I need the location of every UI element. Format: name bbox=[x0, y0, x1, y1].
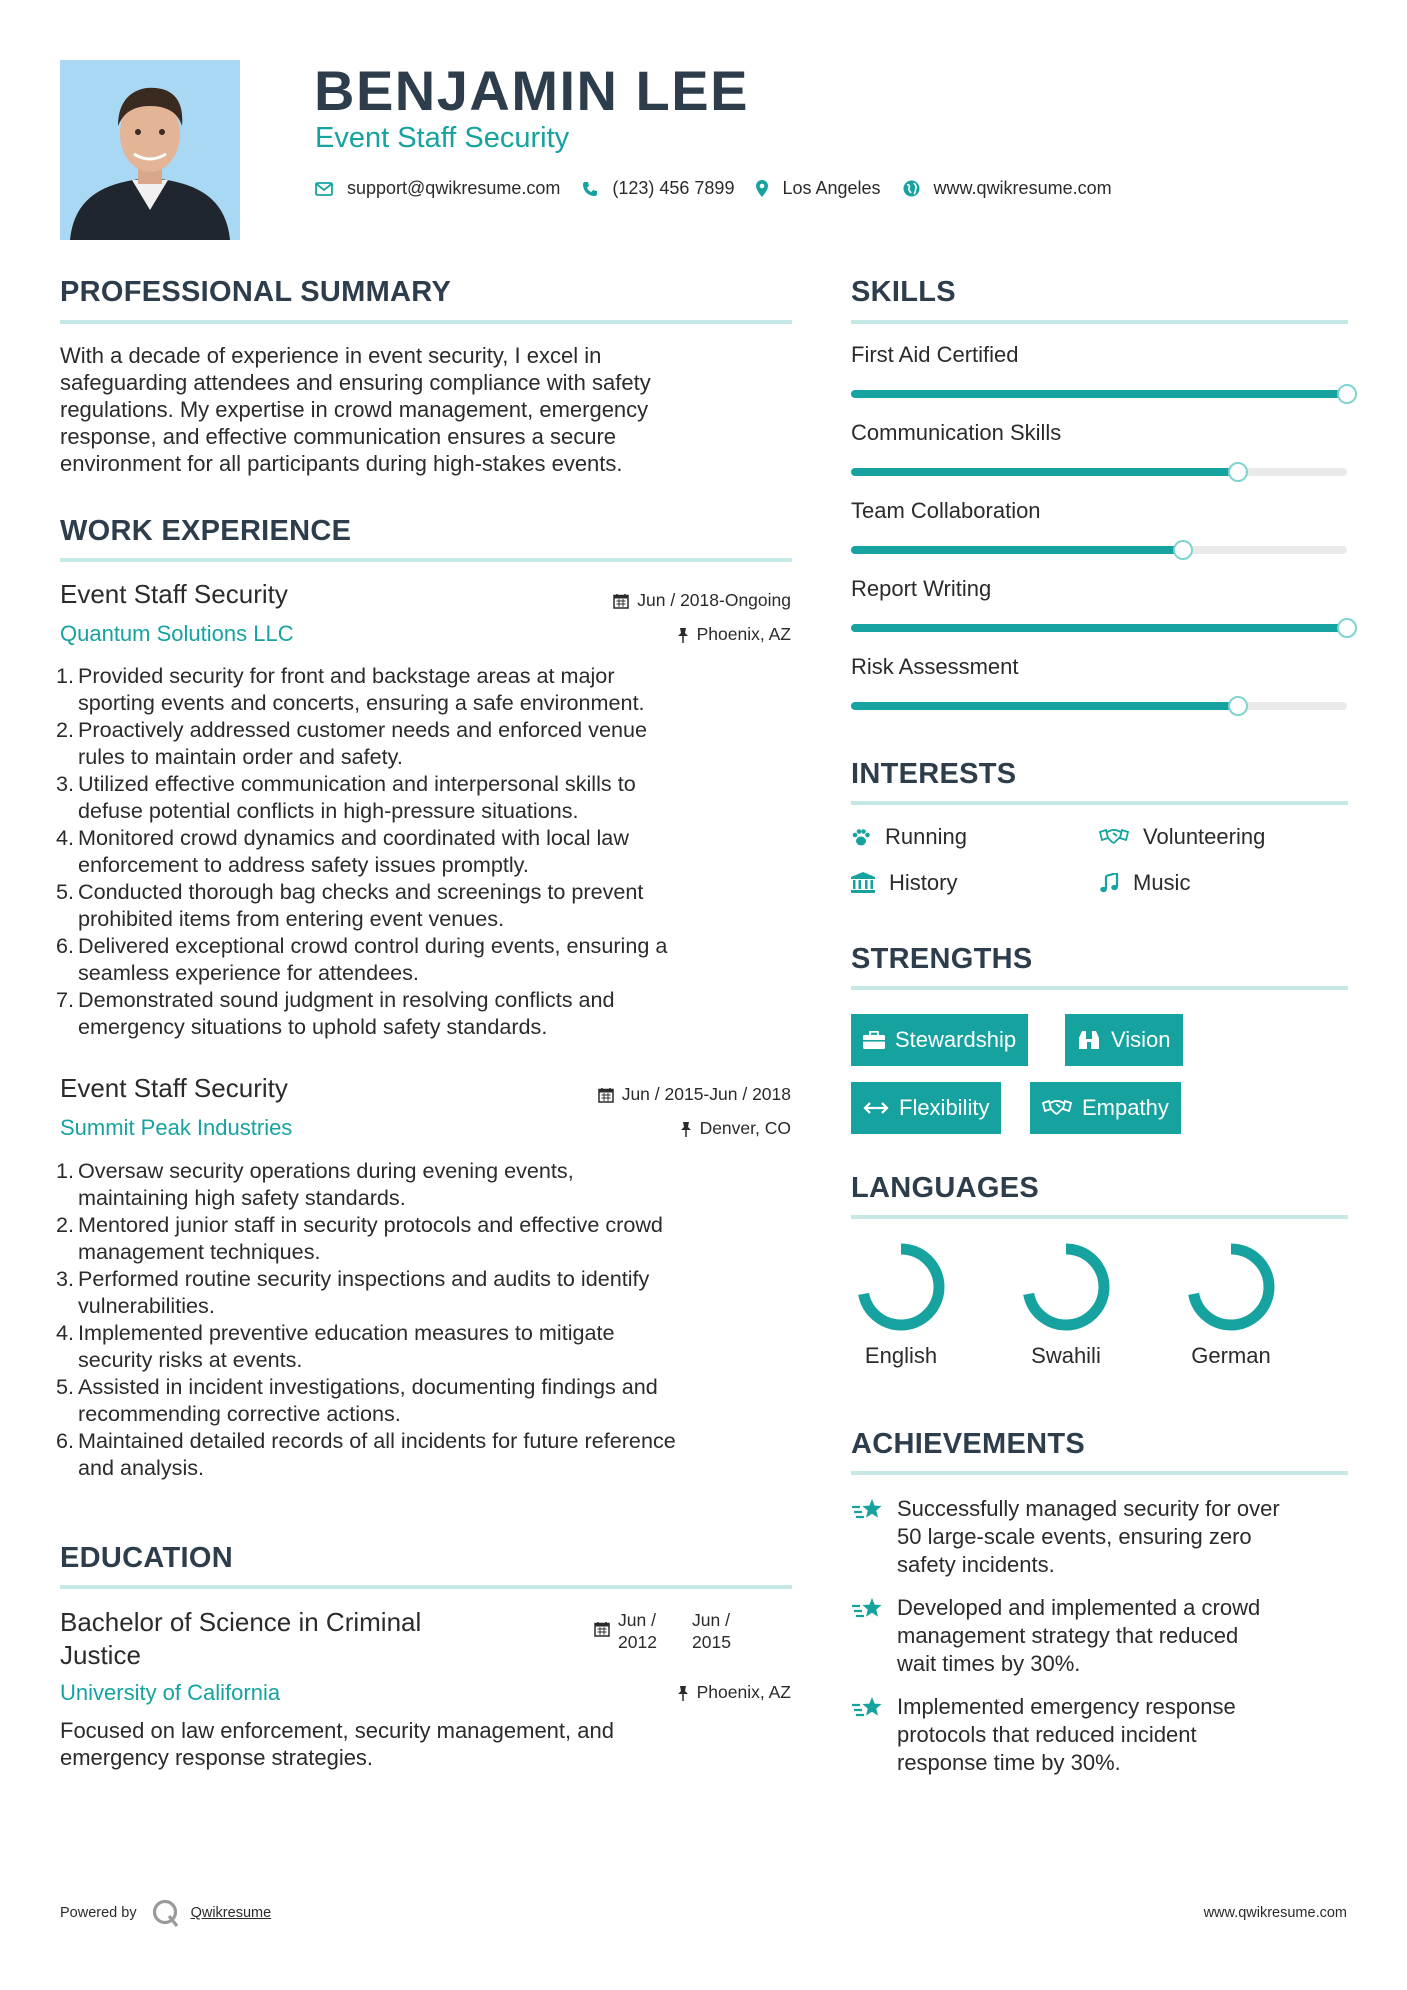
strength-stewardship bbox=[851, 1014, 1028, 1066]
strengths-rule bbox=[851, 986, 1348, 990]
music-icon bbox=[1099, 873, 1119, 893]
experience-heading: WORK EXPERIENCE bbox=[60, 515, 352, 547]
skills-rule bbox=[851, 320, 1348, 324]
item-number: 1. bbox=[56, 1158, 75, 1183]
education-description bbox=[60, 1717, 614, 1771]
job-date-text: Jun / 2015-Jun / 2018 bbox=[621, 1084, 791, 1104]
achievement-text bbox=[897, 1594, 1260, 1678]
pin-icon bbox=[677, 1685, 689, 1701]
summary-line: response, and effective communication ensures a secure bbox=[60, 424, 617, 449]
phone-icon bbox=[582, 181, 598, 197]
contact-email-text: support@qwikresume.com bbox=[347, 178, 561, 198]
item-number: 6. bbox=[56, 933, 75, 958]
item-line: Implemented preventive education measures to mitigate bbox=[78, 1320, 615, 1345]
handshake-icon bbox=[1042, 1098, 1072, 1118]
paw-icon bbox=[851, 827, 871, 847]
responsibility-item bbox=[56, 986, 800, 1040]
item-number: 2. bbox=[56, 717, 75, 742]
item-line: enforcement to address safety issues promptly. bbox=[78, 852, 529, 877]
summary-line: environment for all participants during high-stakes events. bbox=[60, 451, 623, 476]
item-line: Mentored junior staff in security protocols and effective crowd bbox=[78, 1212, 663, 1237]
qwikresume-logo-icon bbox=[151, 1898, 181, 1928]
item-line: vulnerabilities. bbox=[78, 1293, 215, 1318]
responsibility-item bbox=[56, 932, 800, 986]
skill-bar-track bbox=[851, 624, 1347, 632]
interest-volunteering bbox=[1099, 824, 1265, 850]
skill-bar-knob bbox=[1228, 696, 1248, 716]
achievement-text bbox=[897, 1693, 1236, 1777]
language-ring bbox=[855, 1241, 947, 1333]
strength-label: Stewardship bbox=[895, 1027, 1017, 1052]
job-company: Summit Peak Industries bbox=[60, 1115, 293, 1140]
handshake-icon bbox=[1099, 827, 1129, 847]
skill-bar-track bbox=[851, 390, 1347, 398]
achievements-heading: ACHIEVEMENTS bbox=[851, 1428, 1086, 1460]
language-label: English bbox=[864, 1343, 938, 1368]
education-desc-line: Focused on law enforcement, security management, and bbox=[60, 1718, 614, 1743]
footer-powered bbox=[60, 1898, 271, 1928]
skill-bar-track bbox=[851, 702, 1347, 710]
interest-label: Running bbox=[885, 824, 967, 849]
education-start-month: Jun / bbox=[618, 1610, 656, 1630]
skill-label: Team Collaboration bbox=[851, 498, 1041, 523]
strengths-heading: STRENGTHS bbox=[851, 943, 1033, 975]
degree-line: Bachelor of Science in Criminal bbox=[60, 1607, 422, 1637]
calendar-icon bbox=[613, 593, 629, 609]
education-rule bbox=[60, 1585, 792, 1589]
education-location-text: Phoenix, AZ bbox=[696, 1682, 791, 1702]
item-line: maintaining high safety standards. bbox=[78, 1185, 406, 1210]
job-location-text: Phoenix, AZ bbox=[696, 624, 791, 644]
achievement-text bbox=[897, 1495, 1280, 1579]
strength-label: Flexibility bbox=[899, 1095, 990, 1120]
binoculars-icon bbox=[1077, 1030, 1101, 1050]
degree-title bbox=[60, 1606, 421, 1672]
language-level-arc bbox=[1193, 1249, 1269, 1325]
interest-music bbox=[1099, 870, 1190, 896]
contact-phone-text: (123) 456 7899 bbox=[612, 178, 735, 198]
item-line: emergency situations to uphold safety standards. bbox=[78, 1014, 548, 1039]
interest-label: History bbox=[889, 870, 958, 895]
item-line: Assisted in incident investigations, documenting findings and bbox=[78, 1374, 658, 1399]
candidate-name: BENJAMIN LEE bbox=[314, 59, 749, 122]
achievement-item bbox=[851, 1594, 1260, 1678]
summary-line: safeguarding attendees and ensuring compliance with safety bbox=[60, 370, 651, 395]
contact-location-text: Los Angeles bbox=[782, 178, 881, 198]
interest-label: Music bbox=[1133, 870, 1191, 895]
language-item bbox=[1006, 1241, 1126, 1369]
item-number: 3. bbox=[56, 771, 75, 796]
skill-bar-knob bbox=[1337, 618, 1357, 638]
skill-bar-fill bbox=[851, 546, 1183, 554]
envelope-icon bbox=[315, 182, 333, 196]
strength-vision bbox=[1065, 1014, 1183, 1066]
item-number: 7. bbox=[56, 987, 75, 1012]
language-label: German bbox=[1191, 1343, 1271, 1368]
item-line: Utilized effective communication and interpersonal skills to bbox=[78, 771, 636, 796]
map-marker-icon bbox=[756, 180, 768, 197]
responsibility-item bbox=[56, 1319, 800, 1373]
interests-rule bbox=[851, 801, 1348, 805]
contact-phone[interactable] bbox=[582, 178, 734, 199]
skill-label: Communication Skills bbox=[851, 420, 1062, 445]
briefcase-icon bbox=[863, 1031, 885, 1049]
item-number: 4. bbox=[56, 825, 75, 850]
shooting-star-icon bbox=[851, 1596, 885, 1622]
achievements-rule bbox=[851, 1471, 1348, 1475]
language-label: Swahili bbox=[1031, 1343, 1101, 1368]
responsibility-item bbox=[56, 1157, 800, 1211]
degree-line: Justice bbox=[60, 1640, 141, 1670]
interests-heading: INTERESTS bbox=[851, 758, 1017, 790]
pin-icon bbox=[680, 1121, 692, 1137]
item-number: 5. bbox=[56, 879, 75, 904]
job-title: Event Staff Security bbox=[60, 1073, 288, 1103]
contact-website-text: www.qwikresume.com bbox=[933, 178, 1112, 198]
achievement-line: Implemented emergency response bbox=[897, 1694, 1236, 1719]
strength-empathy bbox=[1030, 1082, 1181, 1134]
strength-flexibility bbox=[851, 1082, 1001, 1134]
calendar-icon bbox=[598, 1087, 614, 1103]
shooting-star-icon bbox=[851, 1497, 885, 1523]
item-number: 4. bbox=[56, 1320, 75, 1345]
language-ring bbox=[1185, 1241, 1277, 1333]
item-line: Proactively addressed customer needs and enforced venue bbox=[78, 717, 647, 742]
skill-bar-track bbox=[851, 468, 1347, 476]
contact-location bbox=[756, 178, 880, 199]
interest-history bbox=[851, 870, 957, 896]
item-line: Maintained detailed records of all incidents for future reference bbox=[78, 1428, 676, 1453]
school-name: University of California bbox=[60, 1680, 281, 1705]
calendar-icon bbox=[594, 1621, 610, 1637]
language-item bbox=[841, 1241, 961, 1369]
responsibility-item bbox=[56, 716, 800, 770]
responsibility-item bbox=[56, 1427, 800, 1481]
job-location bbox=[680, 1118, 791, 1139]
achievement-line: management strategy that reduced bbox=[897, 1623, 1239, 1648]
job-responsibilities bbox=[56, 662, 800, 1040]
summary-line: regulations. My expertise in crowd management, emergency bbox=[60, 397, 649, 422]
summary-text bbox=[60, 342, 651, 477]
job-date bbox=[613, 590, 791, 611]
skill-bar-knob bbox=[1173, 540, 1193, 560]
education-end-month: Jun / bbox=[692, 1610, 730, 1630]
item-line: Provided security for front and backstage areas at major bbox=[78, 663, 615, 688]
item-line: management techniques. bbox=[78, 1239, 321, 1264]
job-location bbox=[677, 624, 791, 645]
skill-bar-fill bbox=[851, 624, 1347, 632]
education-end bbox=[692, 1609, 731, 1653]
responsibility-item bbox=[56, 1265, 800, 1319]
education-start bbox=[618, 1609, 692, 1653]
item-line: prohibited items from entering event venues. bbox=[78, 906, 505, 931]
item-line: sporting events and concerts, ensuring a safe environment. bbox=[78, 690, 645, 715]
summary-heading: PROFESSIONAL SUMMARY bbox=[60, 276, 452, 308]
brand-link[interactable]: Qwikresume bbox=[190, 1905, 272, 1921]
strength-label: Vision bbox=[1111, 1027, 1171, 1052]
shooting-star-icon bbox=[851, 1695, 885, 1721]
education-dates bbox=[594, 1609, 731, 1653]
job-company: Quantum Solutions LLC bbox=[60, 621, 294, 646]
item-line: rules to maintain order and safety. bbox=[78, 744, 403, 769]
item-line: Monitored crowd dynamics and coordinated with local law bbox=[78, 825, 629, 850]
footer-website[interactable]: www.qwikresume.com bbox=[1203, 1905, 1347, 1921]
item-line: defuse potential conflicts in high-pressure situations. bbox=[78, 798, 579, 823]
globe-icon bbox=[903, 180, 920, 197]
contact-bar bbox=[315, 178, 1134, 199]
languages-rule bbox=[851, 1215, 1348, 1219]
job-date bbox=[598, 1084, 791, 1105]
education-desc-line: emergency response strategies. bbox=[60, 1745, 374, 1770]
language-ring bbox=[1020, 1241, 1112, 1333]
education-heading: EDUCATION bbox=[60, 1542, 233, 1574]
item-number: 6. bbox=[56, 1428, 75, 1453]
item-number: 2. bbox=[56, 1212, 75, 1237]
summary-line: With a decade of experience in event security, I excel in bbox=[60, 343, 602, 368]
skill-label: Report Writing bbox=[851, 576, 992, 601]
skill-bar-fill bbox=[851, 390, 1347, 398]
item-line: Oversaw security operations during evening events, bbox=[78, 1158, 574, 1183]
summary-rule bbox=[60, 320, 792, 324]
interest-running bbox=[851, 824, 967, 850]
skill-bar-track bbox=[851, 546, 1347, 554]
institution-icon bbox=[851, 872, 875, 894]
skills-heading: SKILLS bbox=[851, 276, 956, 308]
responsibility-item bbox=[56, 1373, 800, 1427]
item-number: 5. bbox=[56, 1374, 75, 1399]
responsibility-item bbox=[56, 770, 800, 824]
achievement-line: response time by 30%. bbox=[897, 1750, 1121, 1775]
item-line: seamless experience for attendees. bbox=[78, 960, 419, 985]
item-number: 1. bbox=[56, 663, 75, 688]
candidate-title: Event Staff Security bbox=[315, 122, 570, 154]
skill-bar-fill bbox=[851, 702, 1238, 710]
job-date-text: Jun / 2018-Ongoing bbox=[637, 590, 791, 610]
experience-rule bbox=[60, 558, 792, 562]
achievement-line: Developed and implemented a crowd bbox=[897, 1595, 1261, 1620]
responsibility-item bbox=[56, 1211, 800, 1265]
interest-label: Volunteering bbox=[1143, 824, 1266, 849]
achievement-item bbox=[851, 1495, 1280, 1579]
powered-by-text: Powered by bbox=[60, 1905, 137, 1921]
language-level-arc bbox=[1028, 1249, 1104, 1325]
contact-website[interactable] bbox=[903, 178, 1112, 199]
achievement-line: wait times by 30%. bbox=[897, 1651, 1081, 1676]
achievement-line: 50 large-scale events, ensuring zero bbox=[897, 1524, 1252, 1549]
achievement-line: protocols that reduced incident bbox=[897, 1722, 1197, 1747]
item-line: Performed routine security inspections and audits to identify bbox=[78, 1266, 650, 1291]
education-location bbox=[677, 1682, 791, 1703]
education-start-year: 2012 bbox=[618, 1632, 657, 1652]
pin-icon bbox=[677, 627, 689, 643]
item-line: and analysis. bbox=[78, 1455, 205, 1480]
strength-label: Empathy bbox=[1082, 1095, 1169, 1120]
responsibility-item bbox=[56, 824, 800, 878]
responsibility-item bbox=[56, 878, 800, 932]
skill-bar-fill bbox=[851, 468, 1238, 476]
achievement-item bbox=[851, 1693, 1236, 1777]
skill-label: Risk Assessment bbox=[851, 654, 1019, 679]
item-line: recommending corrective actions. bbox=[78, 1401, 401, 1426]
item-line: Conducted thorough bag checks and screenings to prevent bbox=[78, 879, 644, 904]
language-level-arc bbox=[863, 1249, 939, 1325]
languages-heading: LANGUAGES bbox=[851, 1172, 1039, 1204]
achievement-line: safety incidents. bbox=[897, 1552, 1055, 1577]
education-end-year: 2015 bbox=[692, 1632, 731, 1652]
item-number: 3. bbox=[56, 1266, 75, 1291]
skill-bar-knob bbox=[1337, 384, 1357, 404]
profile-photo bbox=[60, 60, 240, 240]
language-item bbox=[1171, 1241, 1291, 1369]
job-responsibilities bbox=[56, 1157, 800, 1481]
responsibility-item bbox=[56, 662, 800, 716]
job-title: Event Staff Security bbox=[60, 579, 288, 609]
item-line: security risks at events. bbox=[78, 1347, 303, 1372]
item-line: Demonstrated sound judgment in resolving conflicts and bbox=[78, 987, 615, 1012]
job-location-text: Denver, CO bbox=[699, 1118, 791, 1138]
skill-bar-knob bbox=[1228, 462, 1248, 482]
arrows-h-icon bbox=[863, 1101, 889, 1115]
skill-label: First Aid Certified bbox=[851, 342, 1019, 367]
item-line: Delivered exceptional crowd control during events, ensuring a bbox=[78, 933, 668, 958]
contact-email[interactable] bbox=[315, 178, 560, 199]
achievement-line: Successfully managed security for over bbox=[897, 1496, 1280, 1521]
